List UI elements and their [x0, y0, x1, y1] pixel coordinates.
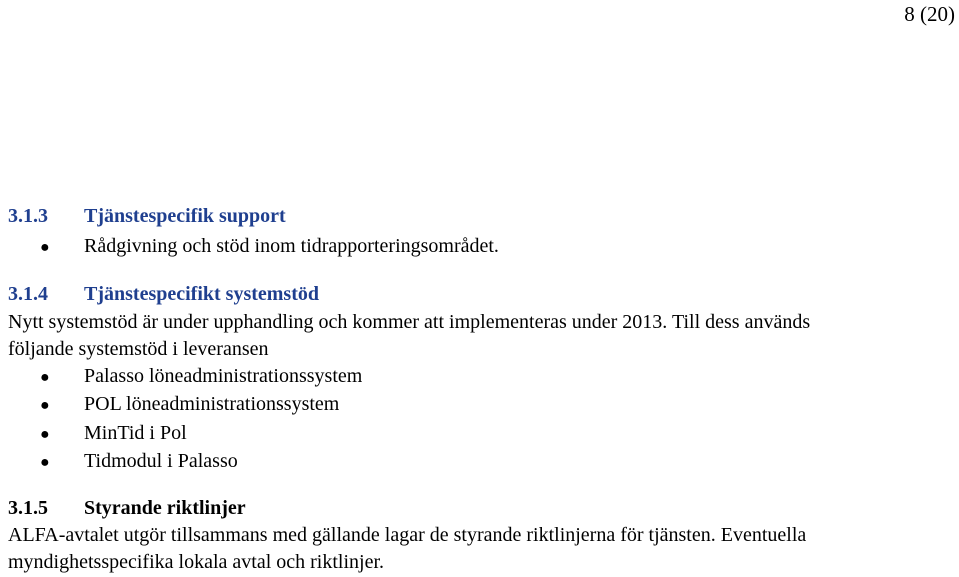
section-heading-3-1-3 — [8, 202, 286, 230]
list-item-text: Rådgivning och stöd inom tidrapporteringsområdet. — [84, 235, 499, 257]
bullet-icon: ● — [40, 397, 50, 414]
bullet-icon: ● — [40, 369, 50, 386]
paragraph-line: ALFA-avtalet utgör tillsammans med gällande lagar de styrande riktlinjerna för tjänsten. Eventuella — [8, 524, 807, 546]
list-item — [40, 447, 238, 477]
section-title: Tjänstespecifikt systemstöd — [84, 283, 319, 305]
section-heading-3-1-5 — [8, 494, 246, 522]
paragraph-line: följande systemstöd i leveransen — [8, 338, 269, 360]
bullet-icon: ● — [40, 239, 50, 256]
section-title: Tjänstespecifik support — [84, 205, 286, 227]
list-item-text: Palasso löneadministrationssystem — [84, 365, 363, 387]
section-title: Styrande riktlinjer — [84, 497, 246, 519]
list-item — [40, 390, 339, 420]
list-item — [40, 232, 499, 262]
bullet-icon: ● — [40, 454, 50, 471]
list-item — [40, 419, 187, 449]
list-item — [40, 362, 362, 392]
page-number: 8 (20) — [904, 2, 955, 26]
list-item-text: POL löneadministrationssystem — [84, 393, 340, 415]
paragraph-line: Nytt systemstöd är under upphandling och kommer att implementeras under 2013. Till dess används — [8, 311, 811, 333]
section-heading-3-1-4 — [8, 280, 319, 308]
section-number: 3.1.5 — [8, 497, 48, 519]
paragraph-line: myndighetsspecifika lokala avtal och riktlinjer. — [8, 551, 385, 573]
list-item-text: Tidmodul i Palasso — [84, 450, 238, 472]
bullet-icon: ● — [40, 426, 50, 443]
list-item-text: MinTid i Pol — [84, 422, 187, 444]
section-number: 3.1.3 — [8, 205, 48, 227]
section-number: 3.1.4 — [8, 283, 48, 305]
